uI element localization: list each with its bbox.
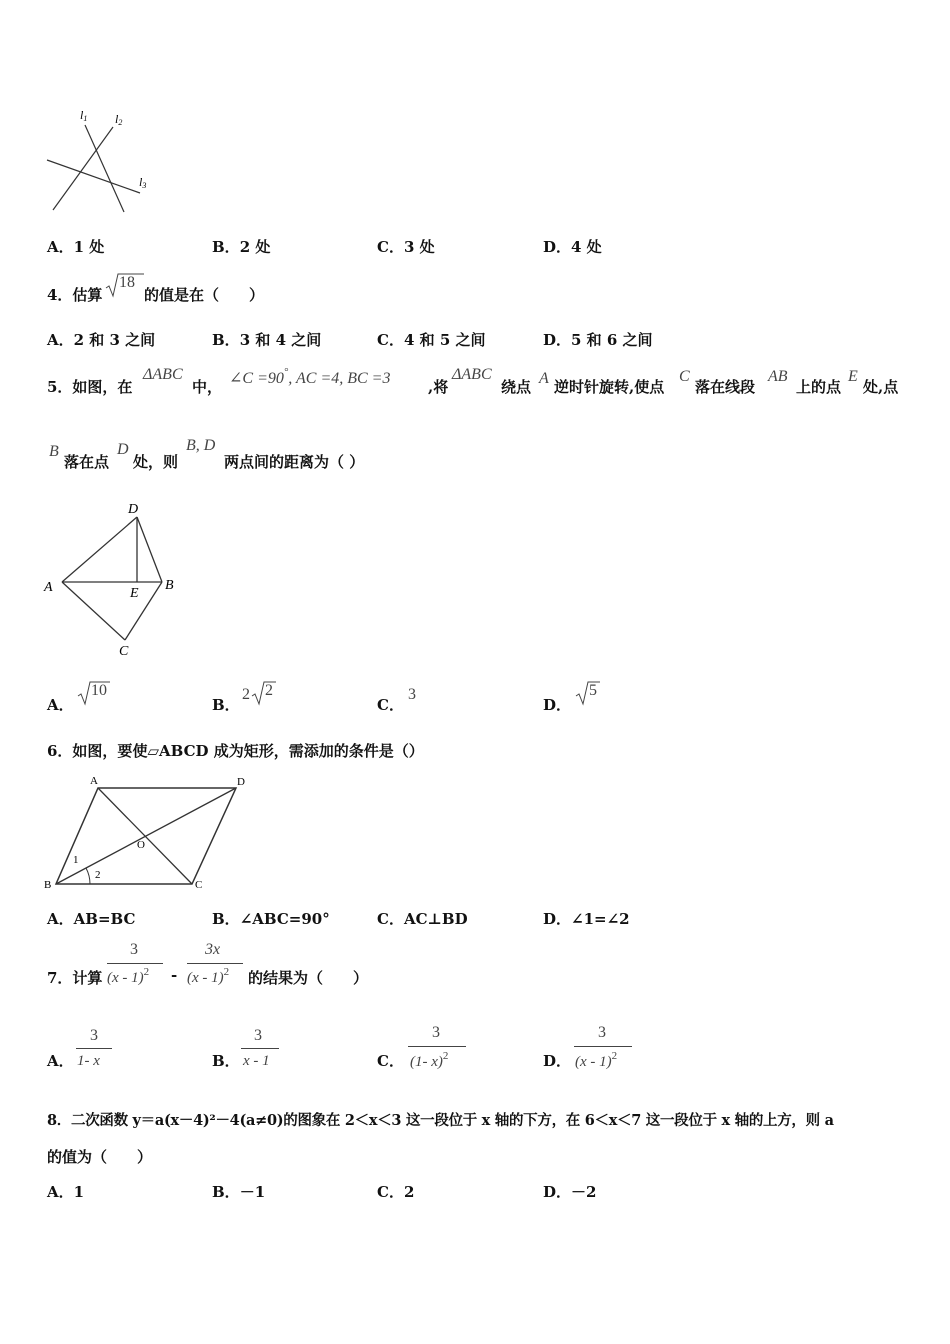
- q7-frac1-bar: [107, 963, 163, 964]
- q5-option-b-coef: 2: [242, 686, 250, 703]
- q7-option-b-den: x - 1: [243, 1053, 270, 1069]
- point-e-label: E: [130, 586, 139, 601]
- q5-option-d-radicand: 5: [589, 682, 597, 699]
- q7-option-a-letter[interactable]: A．: [47, 1052, 74, 1070]
- q7-frac2-numerator: 3x: [205, 941, 221, 958]
- angle-1-label: 1: [73, 854, 79, 866]
- q5-text-11: 两点间的距离为（ ）: [224, 453, 365, 471]
- q4-stem-suffix: 的值是在（ ）: [144, 286, 265, 304]
- q7-minus-sign: -: [171, 966, 178, 984]
- center-o-label: O: [137, 839, 145, 851]
- q5-option-b-letter[interactable]: B．: [212, 696, 240, 714]
- line-l3: [47, 160, 140, 193]
- q5-option-c-letter[interactable]: C．: [377, 696, 404, 714]
- angle-2-label: 2: [95, 869, 101, 881]
- q5-text-8: 处,点: [863, 378, 899, 396]
- point-c-label: C: [119, 644, 129, 659]
- q7-option-d-bar: [574, 1046, 632, 1047]
- q7-option-b-num: 3: [254, 1027, 262, 1044]
- q7-option-c-bar: [408, 1046, 466, 1047]
- point-d-label: D: [128, 502, 139, 517]
- q6-option-d[interactable]: D．∠1=∠2: [543, 910, 630, 928]
- q7-option-a-num: 3: [90, 1027, 98, 1044]
- q4-option-d[interactable]: D．5 和 6 之间: [543, 331, 653, 349]
- q7-option-a-bar: [76, 1048, 112, 1049]
- q7-option-c-num: 3: [432, 1024, 440, 1041]
- q7-option-c-letter[interactable]: C．: [377, 1052, 404, 1070]
- angle-2-arc: [86, 868, 90, 884]
- q5-math-ab: AB: [768, 368, 788, 385]
- q4-option-c[interactable]: C．4 和 5 之间: [377, 331, 486, 349]
- q5-rotation-figure: [40, 495, 200, 660]
- q4-radicand: 18: [119, 274, 135, 291]
- q7-option-a-den: 1- x: [77, 1053, 100, 1069]
- q8-option-b[interactable]: B．－1: [212, 1183, 266, 1201]
- vertex-b-label: B: [44, 879, 52, 891]
- label-l1: l1: [80, 108, 88, 123]
- q5-math-angle: ∠C =90°, AC =4, BC =3: [229, 366, 391, 387]
- q8-option-a[interactable]: A．1: [47, 1183, 85, 1201]
- q5-text-7: 上的点: [796, 378, 842, 396]
- q7-stem-prefix: 7．计算: [47, 969, 103, 987]
- vertex-d-label: D: [237, 776, 245, 788]
- q5-text-2: 中，: [192, 378, 223, 396]
- vertex-a-label: A: [90, 775, 98, 787]
- diagonal-bd: [56, 788, 236, 884]
- q5-option-a-radicand: 10: [91, 682, 107, 699]
- q5-text-4: 绕点: [501, 378, 532, 396]
- q7-frac2-denominator: (x - 1)$^2$: [187, 966, 230, 986]
- q7-option-d-den: (x - 1)$^2$: [575, 1050, 618, 1070]
- q7-frac1-denominator: (x - 1)$^2$: [107, 966, 150, 986]
- q5-text-1: 5．如图，在: [47, 378, 133, 396]
- q5-text-9: 落在点: [64, 453, 110, 471]
- segment-ad: [62, 517, 137, 582]
- q7-option-d-letter[interactable]: D．: [543, 1052, 572, 1070]
- label-l2: l2: [115, 112, 123, 127]
- q6-option-c[interactable]: C．AC⊥BD: [377, 910, 468, 928]
- q7-option-b-letter[interactable]: B．: [212, 1052, 240, 1070]
- q4-stem-prefix: 4．估算: [47, 286, 103, 304]
- q7-option-b-bar: [241, 1048, 279, 1049]
- q5-option-d-letter[interactable]: D．: [543, 696, 572, 714]
- point-a-label: A: [44, 580, 53, 595]
- segment-db: [137, 517, 162, 582]
- q3-option-a[interactable]: A．1 处: [47, 238, 105, 256]
- q6-option-b[interactable]: B．∠ABC=90°: [212, 910, 330, 928]
- q6-option-a[interactable]: A．AB=BC: [47, 910, 136, 928]
- q4-option-a[interactable]: A．2 和 3 之间: [47, 331, 156, 349]
- q5-math-c: C: [679, 368, 690, 385]
- q5-option-c-value: 3: [408, 686, 416, 703]
- q5-math-d: D: [117, 441, 129, 458]
- q5-text-6: 落在线段: [695, 378, 756, 396]
- q8-stem-line2: 的值为（ ）: [47, 1148, 153, 1166]
- q8-stem-line1: 8．二次函数 y＝a(x－4)²－4(a≠0)的图象在 2＜x＜3 这一段位于 x 轴的下方，在 6＜x＜7 这一段位于 x 轴的上方，则 a: [47, 1112, 834, 1129]
- q4-option-b[interactable]: B．3 和 4 之间: [212, 331, 322, 349]
- q7-option-c-den: (1- x)$^2$: [410, 1050, 449, 1070]
- q5-math-abc-2: ΔABC: [452, 366, 492, 383]
- q5-text-10: 处，则: [133, 453, 179, 471]
- q5-math-a: A: [539, 370, 549, 387]
- q5-text-5: 逆时针旋转,使点: [554, 378, 665, 396]
- q7-option-d-num: 3: [598, 1024, 606, 1041]
- q5-math-e: E: [848, 368, 858, 385]
- q5-option-b-sqrt: [251, 680, 277, 706]
- q5-text-3: ,将: [428, 378, 449, 396]
- label-l3: l3: [139, 175, 147, 190]
- q5-option-d-sqrt: [575, 680, 601, 706]
- q5-math-bd: B, D: [186, 437, 216, 454]
- q3-option-c[interactable]: C．3 处: [377, 238, 435, 256]
- q5-math-b: B: [49, 443, 59, 460]
- q6-stem: 6．如图，要使▱ABCD 成为矩形，需添加的条件是（）: [47, 742, 424, 760]
- q5-math-abc: ΔABC: [143, 366, 183, 383]
- q6-parallelogram-figure: [40, 772, 255, 894]
- q3-option-b[interactable]: B．2 处: [212, 238, 271, 256]
- q8-option-c[interactable]: C．2: [377, 1183, 415, 1201]
- q7-frac1-numerator: 3: [130, 941, 138, 958]
- q3-option-d[interactable]: D．4 处: [543, 238, 602, 256]
- q5-option-a-letter[interactable]: A．: [47, 696, 74, 714]
- q7-stem-suffix: 的结果为（ ）: [248, 969, 369, 987]
- three-lines-figure: [40, 105, 160, 220]
- q5-option-b-radicand: 2: [265, 682, 273, 699]
- vertex-c-label: C: [195, 879, 203, 891]
- q8-option-d[interactable]: D．－2: [543, 1183, 597, 1201]
- point-b-label: B: [165, 578, 174, 593]
- segment-ac: [62, 582, 125, 640]
- q7-frac2-bar: [187, 963, 243, 964]
